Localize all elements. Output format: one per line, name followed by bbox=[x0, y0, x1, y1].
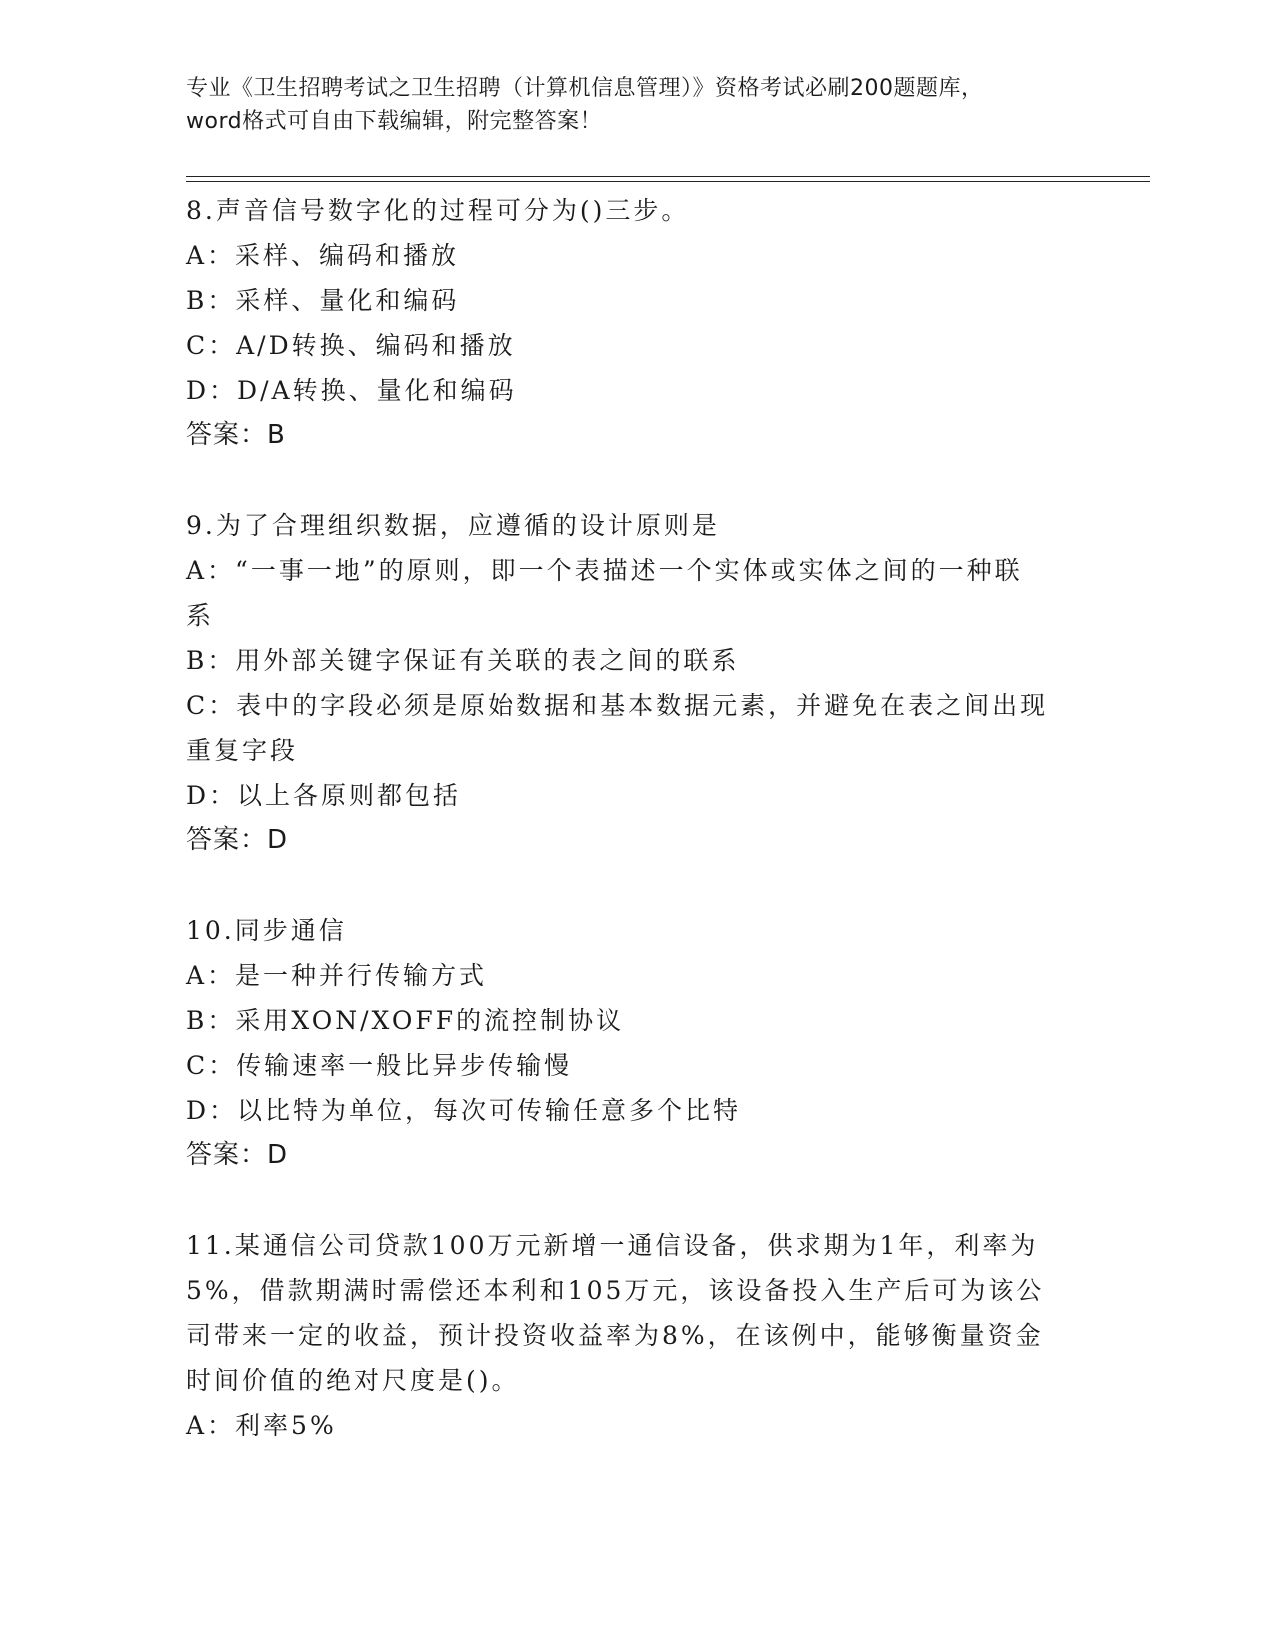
answer-option-line: A：利率5% bbox=[186, 1411, 337, 1440]
question-stem-line: 9.为了合理组织数据，应遵循的设计原则是 bbox=[186, 511, 720, 540]
question-spacer bbox=[186, 1178, 1086, 1223]
question-item bbox=[186, 908, 1086, 1178]
question-spacer bbox=[186, 458, 1086, 503]
header-rule-top bbox=[186, 176, 1150, 177]
question-stem-line: 司带来一定的收益，预计投资收益率为8%，在该例中，能够衡量资金 bbox=[186, 1321, 1044, 1350]
question-item bbox=[186, 503, 1086, 863]
answer-option-line: B：用外部关键字保证有关联的表之间的联系 bbox=[186, 646, 740, 675]
answer-key: 答案：D bbox=[186, 825, 289, 855]
question-stem-line: 8.声音信号数字化的过程可分为()三步。 bbox=[186, 196, 690, 225]
question-stem-line: 11.某通信公司贷款100万元新增一通信设备，供求期为1年，利率为 bbox=[186, 1231, 1039, 1260]
answer-option-line: 重复字段 bbox=[186, 736, 299, 765]
header-line-1: 专业《卫生招聘考试之卫生招聘（计算机信息管理）》资格考试必刷200题题库， bbox=[186, 76, 984, 101]
answer-key: 答案：B bbox=[186, 420, 286, 450]
question-stem-line: 时间价值的绝对尺度是()。 bbox=[186, 1366, 520, 1395]
question-stem-line: 10.同步通信 bbox=[186, 916, 347, 945]
answer-option-line: D：以上各原则都包括 bbox=[186, 781, 462, 810]
answer-option-line: C：表中的字段必须是原始数据和基本数据元素，并避免在表之间出现 bbox=[186, 691, 1049, 720]
question-list bbox=[186, 188, 1086, 1448]
header-rule-bottom bbox=[186, 181, 1150, 182]
question-item bbox=[186, 188, 1086, 458]
answer-option-line: C：A/D转换、编码和播放 bbox=[186, 331, 516, 360]
answer-option-line: B：采样、量化和编码 bbox=[186, 286, 460, 315]
document-header bbox=[186, 72, 1086, 138]
answer-option-line: D：以比特为单位，每次可传输任意多个比特 bbox=[186, 1096, 742, 1125]
answer-option-line: 系 bbox=[186, 601, 215, 630]
answer-option-line: D：D/A转换、量化和编码 bbox=[186, 376, 517, 405]
answer-option-line: C：传输速率一般比异步传输慢 bbox=[186, 1051, 573, 1080]
question-item bbox=[186, 1223, 1086, 1448]
answer-option-line: A：是一种并行传输方式 bbox=[186, 961, 488, 990]
question-stem-line: 5%，借款期满时需偿还本利和105万元，该设备投入生产后可为该公 bbox=[186, 1276, 1045, 1305]
answer-option-line: A：“一事一地”的原则，即一个表描述一个实体或实体之间的一种联 bbox=[186, 556, 1023, 585]
header-line-2: word格式可自由下载编辑，附完整答案！ bbox=[186, 109, 603, 134]
question-spacer bbox=[186, 863, 1086, 908]
answer-key: 答案：D bbox=[186, 1140, 289, 1170]
answer-option-line: A：采样、编码和播放 bbox=[186, 241, 460, 270]
answer-option-line: B：采用XON/XOFF的流控制协议 bbox=[186, 1006, 625, 1035]
